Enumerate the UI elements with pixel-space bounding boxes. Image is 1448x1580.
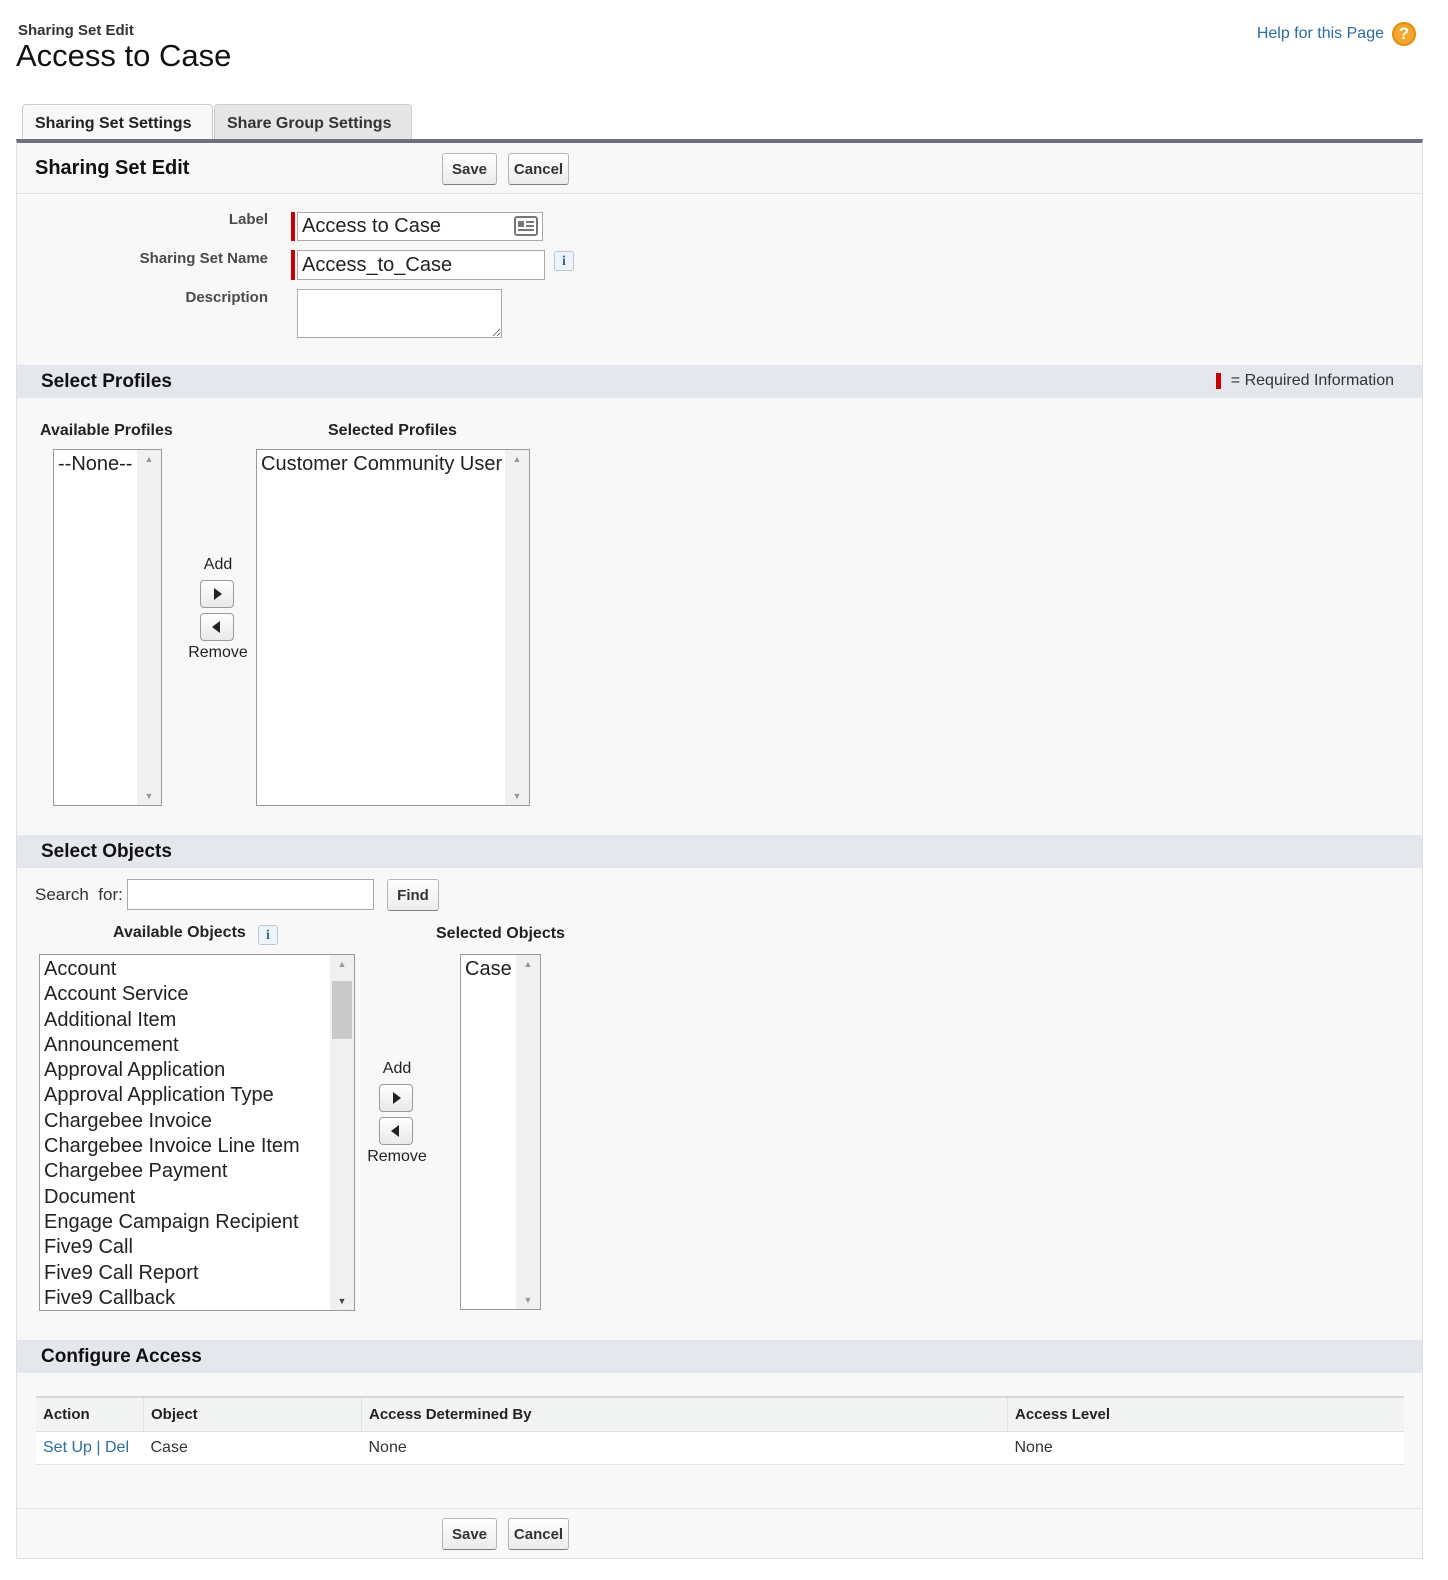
- scroll-up-icon[interactable]: ▲: [512, 454, 522, 464]
- list-item[interactable]: Five9 Call Report: [44, 1261, 199, 1284]
- help-icon[interactable]: ?: [1392, 22, 1416, 46]
- scroll-down-icon[interactable]: ▼: [337, 1296, 347, 1306]
- column-header: Object: [144, 1397, 362, 1432]
- list-item[interactable]: Account: [44, 958, 117, 980]
- list-item[interactable]: Announcement: [44, 1033, 179, 1056]
- page-title: Access to Case: [16, 38, 232, 73]
- list-item[interactable]: --None--: [58, 453, 133, 475]
- arrow-left-icon: [212, 621, 220, 633]
- list-item[interactable]: Document: [44, 1185, 136, 1208]
- table-header-row: [36, 1397, 1404, 1432]
- required-legend: [1216, 372, 1394, 390]
- scroll-up-icon[interactable]: ▲: [337, 959, 347, 969]
- search-label: Search for:: [35, 885, 123, 904]
- section-title: Select Profiles: [41, 371, 172, 392]
- available-profiles-label: Available Profiles: [40, 422, 173, 439]
- scroll-down-icon[interactable]: ▼: [512, 791, 522, 801]
- info-icon[interactable]: i: [258, 925, 278, 945]
- scrollbar[interactable]: [516, 955, 540, 1309]
- set-up-link[interactable]: Set Up: [43, 1439, 92, 1456]
- required-legend-text: = Required Information: [1230, 372, 1394, 389]
- remove-label: Remove: [188, 644, 248, 661]
- list-item[interactable]: Chargebee Payment: [44, 1160, 228, 1183]
- scrollbar[interactable]: [505, 450, 529, 805]
- table-row: [36, 1432, 1404, 1465]
- section-title: Select Objects: [41, 841, 172, 862]
- description-label: Description: [185, 289, 268, 306]
- sharing-set-name-label: Sharing Set Name: [139, 250, 268, 267]
- add-label: Add: [203, 556, 233, 573]
- remove-profile-button[interactable]: [200, 613, 234, 641]
- arrow-right-icon: [214, 588, 222, 600]
- column-header: Access Determined By: [362, 1397, 1008, 1432]
- select-objects-section: [17, 835, 1422, 868]
- find-button[interactable]: Find: [387, 879, 439, 911]
- column-header: Access Level: [1008, 1397, 1405, 1432]
- available-profiles-listbox[interactable]: [53, 449, 162, 806]
- remove-object-button[interactable]: [379, 1117, 413, 1145]
- cancel-button[interactable]: Cancel: [508, 153, 569, 185]
- list-item[interactable]: Chargebee Invoice: [44, 1109, 212, 1132]
- scrollbar[interactable]: [137, 450, 161, 805]
- select-profiles-section: [17, 365, 1422, 398]
- listbox-items: [261, 452, 502, 477]
- action-cell: [36, 1432, 144, 1465]
- delete-link[interactable]: Del: [104, 1439, 129, 1456]
- scroll-down-icon[interactable]: ▼: [144, 791, 154, 801]
- required-marker: [291, 212, 295, 241]
- divider: [17, 1508, 1422, 1509]
- arrow-right-icon: [393, 1092, 401, 1104]
- list-item[interactable]: Five9 Call: [44, 1236, 133, 1259]
- help-link[interactable]: [1257, 22, 1416, 46]
- description-textarea[interactable]: [297, 289, 502, 338]
- selected-profiles-label: Selected Profiles: [328, 422, 457, 439]
- add-profile-button[interactable]: [200, 580, 234, 608]
- section-title: Configure Access: [41, 1346, 202, 1367]
- scroll-up-icon[interactable]: ▲: [523, 959, 533, 969]
- determined-by-cell: None: [362, 1432, 1008, 1465]
- link-separator: |: [96, 1439, 101, 1456]
- list-item[interactable]: Customer Community User: [261, 453, 503, 475]
- list-item[interactable]: Engage Campaign Recipient: [44, 1210, 299, 1233]
- list-item[interactable]: Approval Application: [44, 1059, 226, 1082]
- listbox-items: [44, 957, 300, 1311]
- save-button-bottom[interactable]: Save: [442, 1518, 497, 1550]
- scroll-up-icon[interactable]: ▲: [144, 454, 154, 464]
- edit-heading: Sharing Set Edit: [35, 157, 190, 179]
- selected-objects-listbox[interactable]: [460, 954, 541, 1310]
- search-input[interactable]: [127, 879, 374, 910]
- tab-share-group-settings[interactable]: Share Group Settings: [214, 104, 412, 140]
- object-cell: Case: [144, 1432, 362, 1465]
- add-label: Add: [382, 1060, 412, 1077]
- selected-profiles-listbox[interactable]: [256, 449, 530, 806]
- tab-sharing-set-settings[interactable]: Sharing Set Settings: [22, 104, 213, 140]
- configure-access-section: [17, 1340, 1422, 1373]
- listbox-items: [465, 957, 512, 982]
- contact-card-icon[interactable]: [514, 216, 538, 236]
- list-item[interactable]: Chargebee Invoice Line Item: [44, 1135, 300, 1158]
- divider: [17, 193, 1422, 194]
- list-item[interactable]: Five9 Callback: [44, 1286, 176, 1309]
- listbox-items: [58, 452, 132, 477]
- scroll-thumb[interactable]: [332, 981, 352, 1039]
- list-item[interactable]: Case: [465, 958, 512, 980]
- access-table: [36, 1396, 1404, 1465]
- breadcrumb: Sharing Set Edit: [18, 22, 134, 39]
- column-header: Action: [36, 1397, 144, 1432]
- remove-label: Remove: [367, 1148, 427, 1165]
- access-level-cell: None: [1008, 1432, 1405, 1465]
- required-marker: [291, 250, 295, 280]
- list-item[interactable]: Additional Item: [44, 1008, 177, 1031]
- save-button[interactable]: Save: [442, 153, 497, 185]
- available-objects-listbox[interactable]: [39, 954, 355, 1311]
- cancel-button-bottom[interactable]: Cancel: [508, 1518, 569, 1550]
- list-item[interactable]: Approval Application Type: [44, 1084, 274, 1107]
- add-object-button[interactable]: [379, 1084, 413, 1112]
- arrow-left-icon: [391, 1125, 399, 1137]
- info-icon[interactable]: i: [554, 251, 574, 271]
- label-field-label: Label: [228, 211, 268, 228]
- available-objects-label: Available Objects: [113, 924, 246, 941]
- sharing-set-name-input[interactable]: [297, 250, 545, 280]
- scroll-down-icon[interactable]: ▼: [523, 1295, 533, 1305]
- list-item[interactable]: Account Service: [44, 983, 189, 1006]
- scrollbar[interactable]: [330, 955, 354, 1310]
- selected-objects-label: Selected Objects: [436, 925, 565, 942]
- help-link-label[interactable]: Help for this Page: [1256, 25, 1384, 42]
- label-input[interactable]: [297, 212, 543, 241]
- required-marker: [1216, 373, 1221, 389]
